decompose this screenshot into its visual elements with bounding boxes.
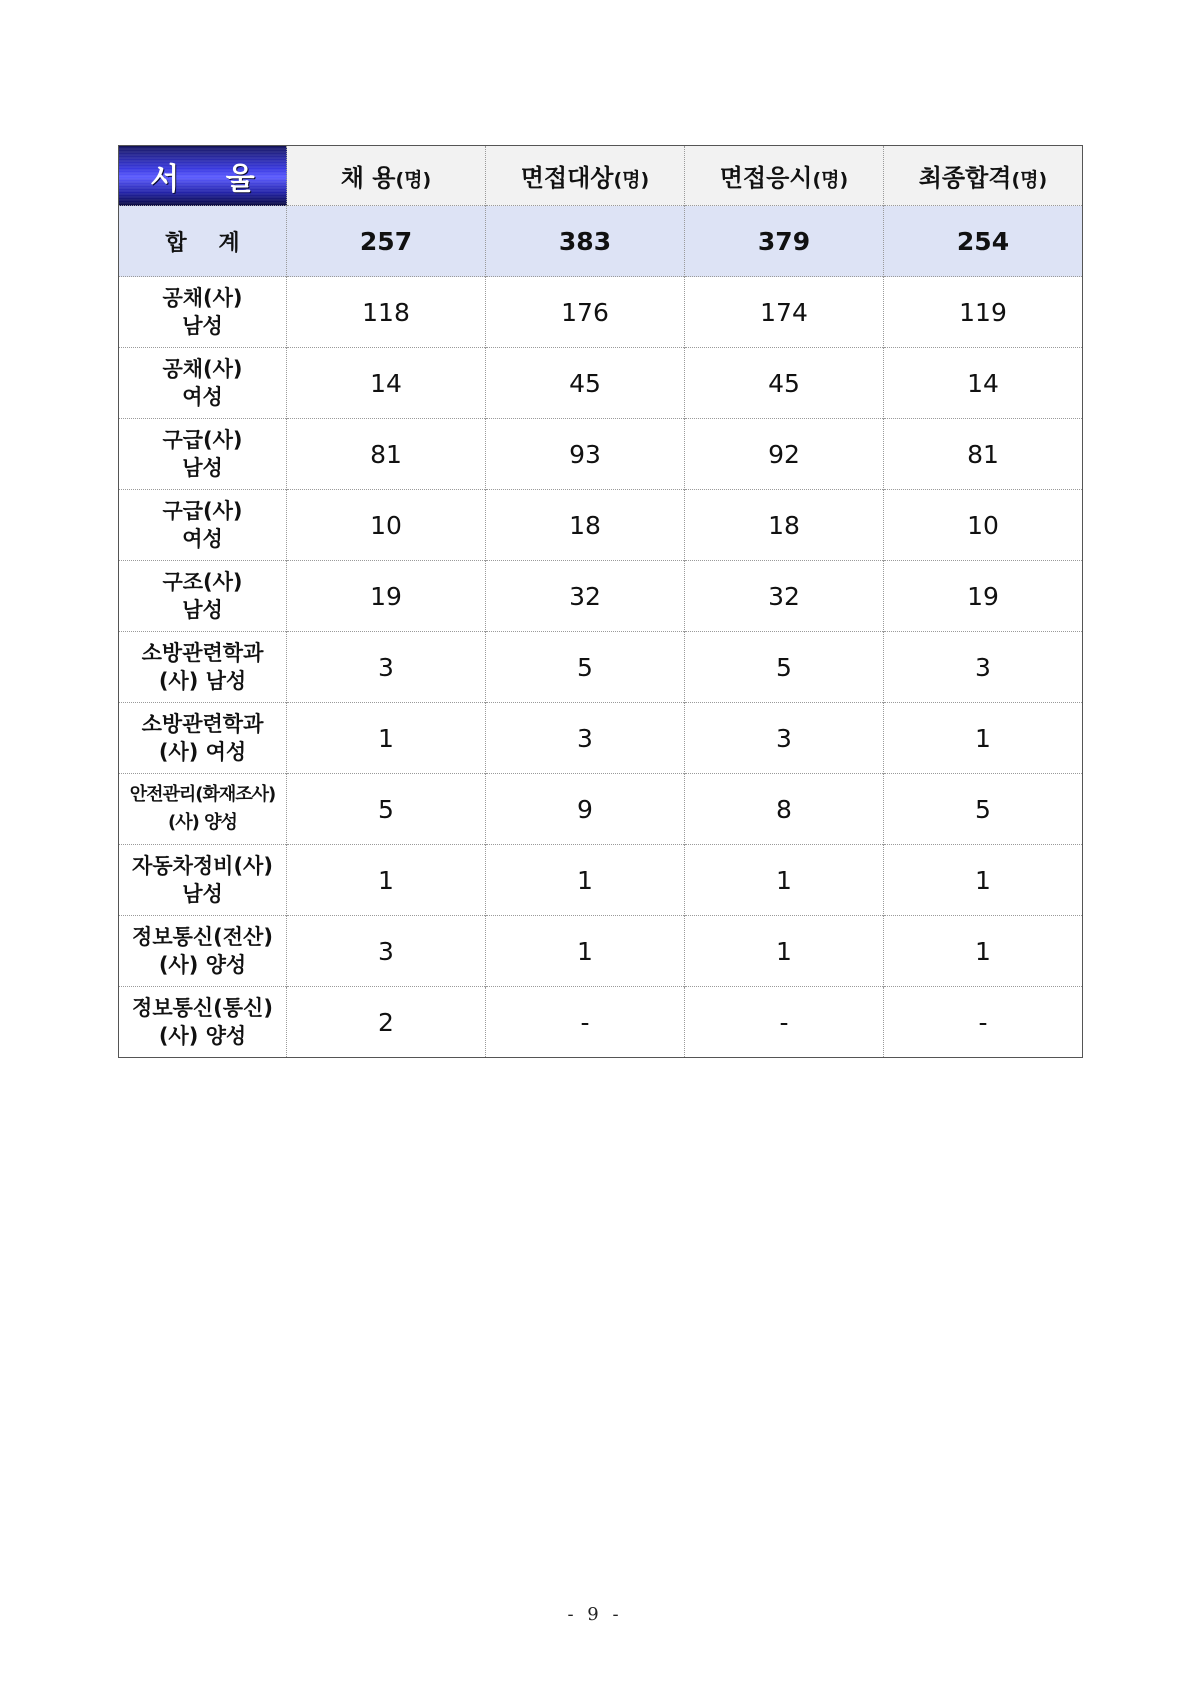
row-label-line2: (사) 양성 — [158, 953, 247, 977]
table-cell: 174 — [685, 277, 884, 348]
table-cell: 10 — [884, 490, 1083, 561]
row-label — [119, 916, 287, 987]
table-row — [119, 845, 1083, 916]
row-label — [119, 561, 287, 632]
row-label-line1: 소방관련학과 — [141, 641, 264, 665]
table-cell: 1 — [287, 845, 486, 916]
column-header-unit: (명) — [812, 169, 849, 191]
table-cell: 5 — [884, 774, 1083, 845]
row-label — [119, 277, 287, 348]
row-label-line2: 남성 — [182, 882, 223, 906]
table-cell: 1 — [486, 916, 685, 987]
table-cell: 1 — [486, 845, 685, 916]
row-label-line2: 여성 — [182, 527, 223, 551]
table-row — [119, 774, 1083, 845]
table-cell: - — [486, 987, 685, 1058]
table-cell: 1 — [884, 916, 1083, 987]
table-cell: 32 — [685, 561, 884, 632]
table-cell: 19 — [287, 561, 486, 632]
table-cell: 5 — [287, 774, 486, 845]
row-label-line1: 정보통신(전산) — [132, 925, 273, 949]
table-row — [119, 632, 1083, 703]
table-cell: 5 — [685, 632, 884, 703]
total-row — [119, 206, 1083, 277]
table-cell: 3 — [287, 632, 486, 703]
recruitment-results-table — [118, 145, 1083, 1058]
row-label-line1: 공채(사) — [162, 357, 243, 381]
row-label — [119, 490, 287, 561]
region-header: 서 울 — [119, 146, 287, 206]
table-cell: 93 — [486, 419, 685, 490]
row-label-line1: 소방관련학과 — [141, 712, 264, 736]
table-cell: 81 — [884, 419, 1083, 490]
table-row — [119, 916, 1083, 987]
table-cell: 9 — [486, 774, 685, 845]
table-cell: 45 — [685, 348, 884, 419]
table-cell: 3 — [685, 703, 884, 774]
column-header-interview-taken — [685, 146, 884, 206]
row-label-line1: 안전관리(화재조사) — [129, 784, 276, 805]
row-label-line2: (사) 남성 — [158, 669, 247, 693]
total-cell: 257 — [287, 206, 486, 277]
table-cell: 3 — [486, 703, 685, 774]
column-header-unit: (명) — [1011, 169, 1048, 191]
table-cell: 176 — [486, 277, 685, 348]
table-cell: 3 — [884, 632, 1083, 703]
row-label-line1: 공채(사) — [162, 286, 243, 310]
row-label-line2: (사) 양성 — [158, 1024, 247, 1048]
table-cell: 8 — [685, 774, 884, 845]
row-label-line2: 남성 — [182, 314, 223, 338]
column-header-label: 최종합격 — [918, 164, 1012, 192]
column-header-final-pass — [884, 146, 1083, 206]
header-row — [119, 146, 1083, 206]
row-label — [119, 419, 287, 490]
column-header-label: 채 용 — [340, 164, 396, 192]
row-label-line1: 정보통신(통신) — [132, 996, 273, 1020]
total-label: 합 계 — [119, 206, 287, 277]
total-cell: 383 — [486, 206, 685, 277]
table-row — [119, 561, 1083, 632]
table-cell: 1 — [685, 845, 884, 916]
total-cell: 254 — [884, 206, 1083, 277]
table-cell: 2 — [287, 987, 486, 1058]
table-cell: 14 — [287, 348, 486, 419]
table-cell: 1 — [884, 845, 1083, 916]
table-cell: 1 — [884, 703, 1083, 774]
table-row — [119, 490, 1083, 561]
table-cell: 45 — [486, 348, 685, 419]
row-label — [119, 845, 287, 916]
table-cell: 1 — [685, 916, 884, 987]
column-header-hired — [287, 146, 486, 206]
row-label-line1: 구급(사) — [162, 428, 243, 452]
table-cell: 119 — [884, 277, 1083, 348]
row-label-line1: 구급(사) — [162, 499, 243, 523]
table-cell: 5 — [486, 632, 685, 703]
table-cell: 18 — [486, 490, 685, 561]
page-number: - 9 - — [567, 1604, 623, 1625]
total-cell: 379 — [685, 206, 884, 277]
column-header-interview-eligible — [486, 146, 685, 206]
table-cell: - — [884, 987, 1083, 1058]
table-cell: 18 — [685, 490, 884, 561]
column-header-unit: (명) — [395, 169, 432, 191]
row-label — [119, 632, 287, 703]
table-row — [119, 348, 1083, 419]
row-label-line2: 여성 — [182, 385, 223, 409]
table-cell: 10 — [287, 490, 486, 561]
table-row — [119, 703, 1083, 774]
table-cell: 32 — [486, 561, 685, 632]
table-row — [119, 277, 1083, 348]
table-cell: 81 — [287, 419, 486, 490]
table-cell: 92 — [685, 419, 884, 490]
row-label-line2: 남성 — [182, 598, 223, 622]
table-cell: 3 — [287, 916, 486, 987]
row-label — [119, 987, 287, 1058]
row-label — [119, 703, 287, 774]
column-header-label: 면접대상 — [520, 164, 614, 192]
table-cell: 1 — [287, 703, 486, 774]
table-row — [119, 987, 1083, 1058]
row-label-line2: 남성 — [182, 456, 223, 480]
row-label — [119, 774, 287, 845]
table-row — [119, 419, 1083, 490]
table-cell: - — [685, 987, 884, 1058]
column-header-unit: (명) — [613, 169, 650, 191]
row-label-line1: 자동차정비(사) — [132, 854, 273, 878]
column-header-label: 면접응시 — [719, 164, 813, 192]
table-cell: 118 — [287, 277, 486, 348]
table-cell: 19 — [884, 561, 1083, 632]
row-label — [119, 348, 287, 419]
row-label-line2: (사) 양성 — [168, 812, 237, 833]
row-label-line1: 구조(사) — [162, 570, 243, 594]
table-cell: 14 — [884, 348, 1083, 419]
row-label-line2: (사) 여성 — [158, 740, 247, 764]
